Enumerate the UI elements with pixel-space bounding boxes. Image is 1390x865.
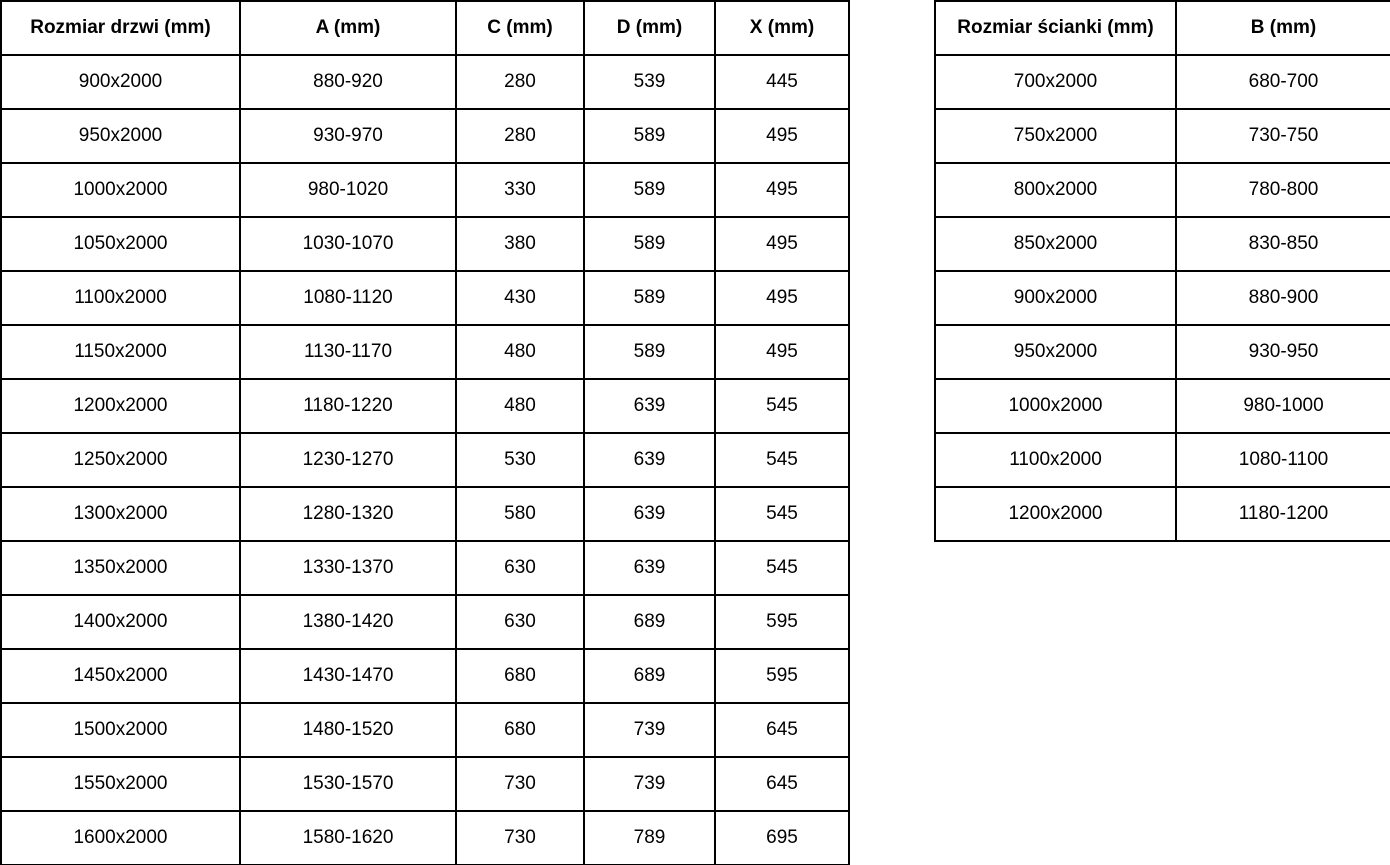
column-header: B (mm) (1176, 1, 1390, 55)
table-cell: 880-920 (240, 55, 456, 109)
table-cell: 1480-1520 (240, 703, 456, 757)
table-cell: 639 (584, 379, 715, 433)
table-cell: 900x2000 (935, 271, 1176, 325)
table-row (1, 433, 849, 487)
table-cell: 1330-1370 (240, 541, 456, 595)
table-cell: 639 (584, 433, 715, 487)
table-cell: 595 (715, 649, 849, 703)
table-cell: 789 (584, 811, 715, 865)
table-row (1, 487, 849, 541)
table-row (1, 379, 849, 433)
table-cell: 1050x2000 (1, 217, 240, 271)
table-cell: 950x2000 (935, 325, 1176, 379)
table-cell: 1130-1170 (240, 325, 456, 379)
table-cell: 445 (715, 55, 849, 109)
table-cell: 1400x2000 (1, 595, 240, 649)
table-row (1, 703, 849, 757)
table-cell: 780-800 (1176, 163, 1390, 217)
table-cell: 1080-1120 (240, 271, 456, 325)
column-header: Rozmiar drzwi (mm) (1, 1, 240, 55)
table-cell: 680 (456, 649, 584, 703)
table-cell: 739 (584, 703, 715, 757)
table-cell: 1580-1620 (240, 811, 456, 865)
table-cell: 580 (456, 487, 584, 541)
table-cell: 700x2000 (935, 55, 1176, 109)
table-row (1, 541, 849, 595)
table-row (1, 649, 849, 703)
table-row (935, 109, 1390, 163)
table-cell: 1300x2000 (1, 487, 240, 541)
table-cell: 589 (584, 217, 715, 271)
table-cell: 380 (456, 217, 584, 271)
table-cell: 1180-1200 (1176, 487, 1390, 541)
table-row (935, 325, 1390, 379)
table-cell: 950x2000 (1, 109, 240, 163)
table-row (935, 163, 1390, 217)
table-row (935, 217, 1390, 271)
table-row (1, 271, 849, 325)
table-cell: 800x2000 (935, 163, 1176, 217)
column-header: Rozmiar ścianki (mm) (935, 1, 1176, 55)
column-header: X (mm) (715, 1, 849, 55)
table-cell: 639 (584, 541, 715, 595)
table-cell: 589 (584, 109, 715, 163)
table-cell: 1450x2000 (1, 649, 240, 703)
table-cell: 645 (715, 703, 849, 757)
table-row (1, 217, 849, 271)
table-cell: 539 (584, 55, 715, 109)
table-row (1, 595, 849, 649)
table-cell: 630 (456, 595, 584, 649)
column-header: D (mm) (584, 1, 715, 55)
table-cell: 1100x2000 (1, 271, 240, 325)
table-cell: 850x2000 (935, 217, 1176, 271)
table-cell: 1500x2000 (1, 703, 240, 757)
column-header: C (mm) (456, 1, 584, 55)
table-cell: 1100x2000 (935, 433, 1176, 487)
table-row (1, 325, 849, 379)
table-row (935, 271, 1390, 325)
table-cell: 1150x2000 (1, 325, 240, 379)
table-cell: 739 (584, 757, 715, 811)
table-row (1, 109, 849, 163)
table-cell: 430 (456, 271, 584, 325)
table-cell: 1600x2000 (1, 811, 240, 865)
table-cell: 1000x2000 (935, 379, 1176, 433)
table-cell: 730-750 (1176, 109, 1390, 163)
column-header: A (mm) (240, 1, 456, 55)
table-cell: 680-700 (1176, 55, 1390, 109)
table-cell: 900x2000 (1, 55, 240, 109)
table-cell: 980-1000 (1176, 379, 1390, 433)
table-cell: 1350x2000 (1, 541, 240, 595)
table-cell: 280 (456, 109, 584, 163)
table-cell: 930-970 (240, 109, 456, 163)
table-cell: 480 (456, 325, 584, 379)
wall-dimensions-table (934, 0, 1390, 542)
table-cell: 1250x2000 (1, 433, 240, 487)
table-cell: 730 (456, 757, 584, 811)
table-cell: 1530-1570 (240, 757, 456, 811)
table-row (1, 757, 849, 811)
table-cell: 830-850 (1176, 217, 1390, 271)
table-row (935, 487, 1390, 541)
table-cell: 495 (715, 217, 849, 271)
table-cell: 645 (715, 757, 849, 811)
table-cell: 595 (715, 595, 849, 649)
table-row (1, 811, 849, 865)
table-cell: 545 (715, 379, 849, 433)
table-cell: 1550x2000 (1, 757, 240, 811)
table-cell: 495 (715, 163, 849, 217)
table-row (935, 55, 1390, 109)
table-cell: 589 (584, 271, 715, 325)
table-row (935, 433, 1390, 487)
table-cell: 545 (715, 433, 849, 487)
table-cell: 689 (584, 595, 715, 649)
table-cell: 639 (584, 487, 715, 541)
header-row (935, 1, 1390, 55)
table-cell: 1180-1220 (240, 379, 456, 433)
table-cell: 730 (456, 811, 584, 865)
table-cell: 880-900 (1176, 271, 1390, 325)
table-cell: 1000x2000 (1, 163, 240, 217)
table-cell: 589 (584, 325, 715, 379)
table-cell: 545 (715, 487, 849, 541)
table-cell: 1030-1070 (240, 217, 456, 271)
table-cell: 1430-1470 (240, 649, 456, 703)
table-cell: 1080-1100 (1176, 433, 1390, 487)
table-row (1, 163, 849, 217)
table-cell: 545 (715, 541, 849, 595)
table-cell: 530 (456, 433, 584, 487)
table-cell: 480 (456, 379, 584, 433)
table-row (1, 55, 849, 109)
table-cell: 589 (584, 163, 715, 217)
table-cell: 280 (456, 55, 584, 109)
table-cell: 1200x2000 (935, 487, 1176, 541)
table-row (935, 379, 1390, 433)
table-cell: 630 (456, 541, 584, 595)
table-cell: 495 (715, 325, 849, 379)
table-cell: 330 (456, 163, 584, 217)
table-cell: 695 (715, 811, 849, 865)
table-cell: 750x2000 (935, 109, 1176, 163)
table-cell: 1230-1270 (240, 433, 456, 487)
table-cell: 1380-1420 (240, 595, 456, 649)
table-cell: 1200x2000 (1, 379, 240, 433)
table-cell: 680 (456, 703, 584, 757)
table-cell: 495 (715, 271, 849, 325)
table-cell: 1280-1320 (240, 487, 456, 541)
table-cell: 980-1020 (240, 163, 456, 217)
header-row (1, 1, 849, 55)
table-cell: 689 (584, 649, 715, 703)
table-cell: 495 (715, 109, 849, 163)
table-cell: 930-950 (1176, 325, 1390, 379)
